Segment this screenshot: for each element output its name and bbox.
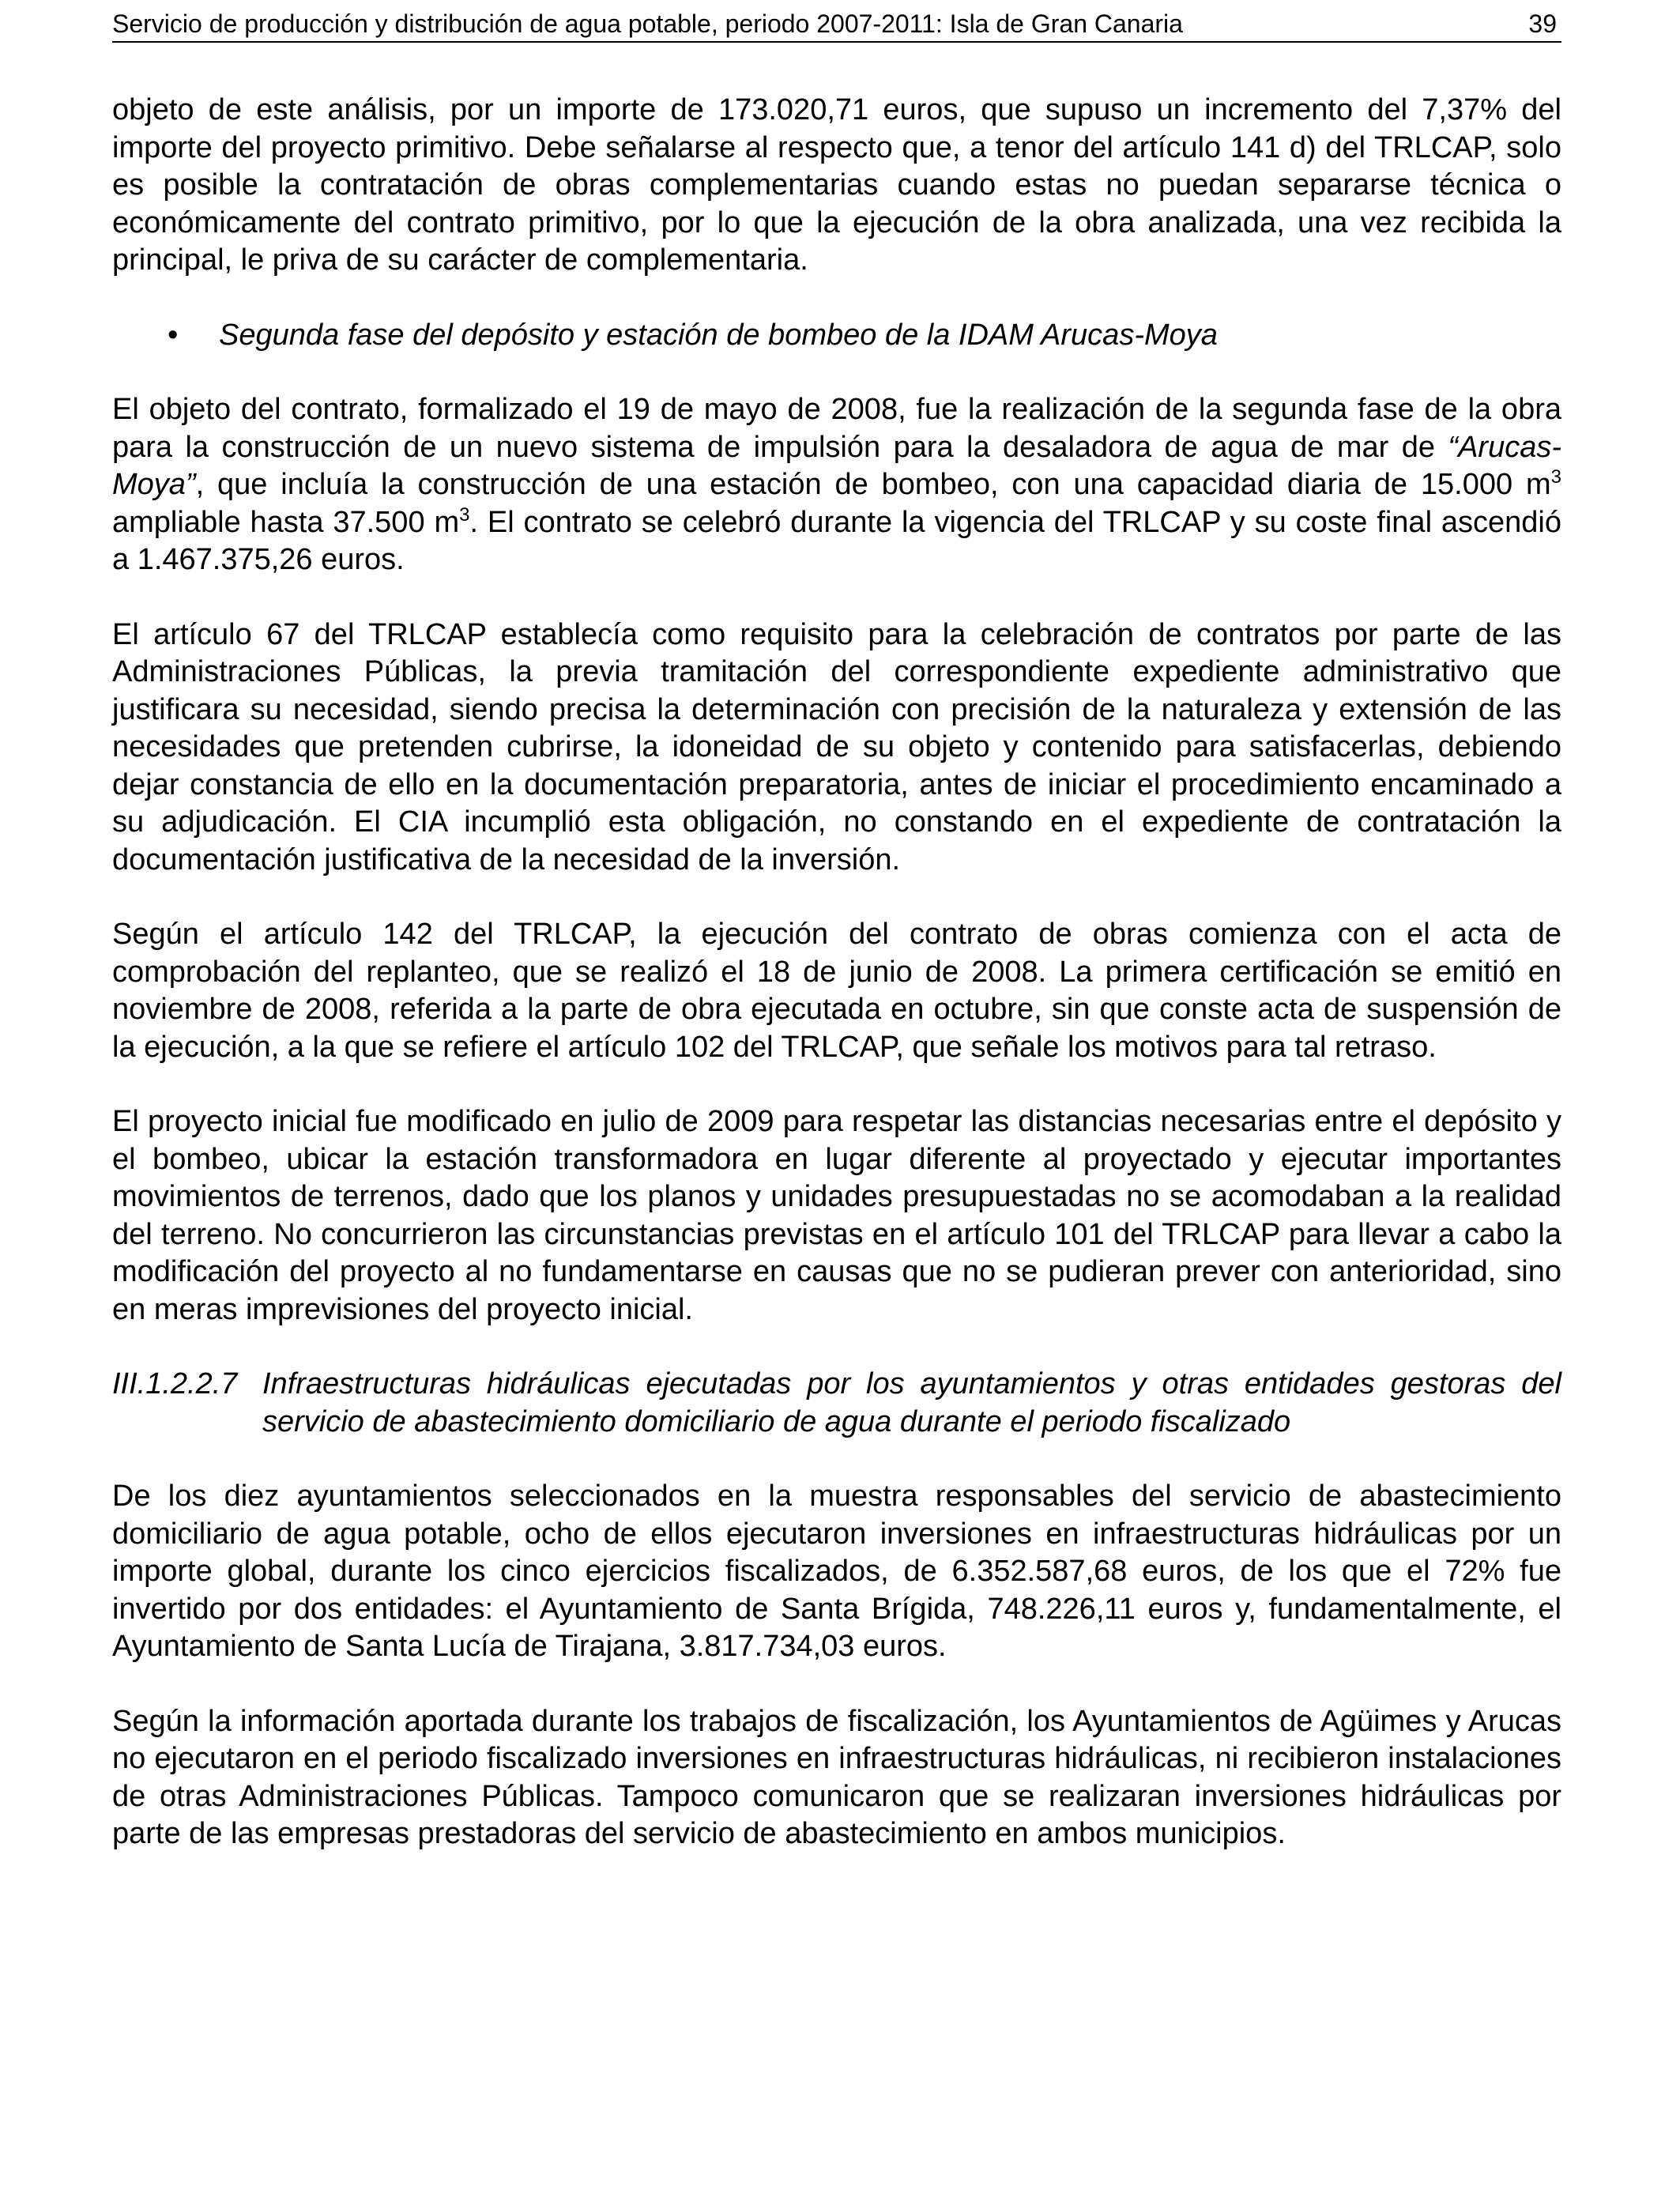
bullet-item — [112, 317, 1561, 355]
paragraph-2-text-d: ampliable hasta 37.500 m — [112, 505, 460, 539]
section-title: Infraestructuras hidráulicas ejecutadas por los ayuntamientos y otras entidades gestoras del servicio de abastecimiento domiciliario de agua durante el periodo fiscalizado — [262, 1367, 1561, 1438]
paragraph-2 — [112, 391, 1561, 579]
page-number: 39 — [1528, 9, 1557, 38]
paragraph-4: Según el artículo 142 del TRLCAP, la ejecución del contrato de obras comienza con el acta de comprobación del replanteo, que se realizó el 18 de junio de 2008. La primera certificación se emitió en noviembre de 2008, referida a la parte de obra ejecutada en octubre, sin que conste acta de suspensión de la ejecución, a la que se refiere el artículo 102 del TRLCAP, que señale los motivos para tal retraso. — [112, 918, 1561, 1064]
header-title: Servicio de producción y distribución de agua potable, periodo 2007-2011: Isla de Gran Canaria — [112, 9, 1183, 38]
superscript-cubic: 3 — [1550, 466, 1561, 488]
paragraph-2-project-name: “Arucas-Moya” — [112, 430, 1561, 501]
paragraph-2-text-a: El objeto del contrato, formalizado el 19 de mayo de 2008, fue la realización de la segunda fase de la obra para la construcción de un nuevo sistema de impulsión para la desaladora de agua de mar de — [112, 393, 1561, 464]
paragraph-7: Según la información aportada durante los trabajos de fiscalización, los Ayuntamientos de Agüimes y Arucas no ejecutaron en el periodo fiscalizado inversiones en infraestructuras hidráulicas, ni recibieron instalaciones de otras Administraciones Públicas. Tampoco comunicaron que se realizaran inversiones hidráulicas por parte de las empresas prestadoras del servicio de abastecimiento en ambos municipios. — [112, 1704, 1561, 1850]
section-number: III.1.2.2.7 — [112, 1367, 238, 1400]
document-body — [112, 92, 1561, 1891]
paragraph-2-text-e: . El contrato se celebró durante la vigencia del TRLCAP y su coste final ascendió a 1.467.375,26 euros. — [112, 505, 1561, 576]
section-heading — [112, 1366, 1561, 1441]
paragraph-1: objeto de este análisis, por un importe de 173.020,71 euros, que supuso un incremento del 7,37% del importe del proyecto primitivo. Debe señalarse al respecto que, a tenor del artículo 141 d) del TRLCAP, solo es posible la contratación de obras complementarias cuando estas no puedan separarse técnica o económicamente del contrato primitivo, por lo que la ejecución de la obra analizada, una vez recibida la principal, le priva de su carácter de complementaria. — [112, 93, 1561, 277]
paragraph-2-text-c: , que incluía la construcción de una estación de bombeo, con una capacidad diaria de 15.000 m — [195, 468, 1551, 501]
superscript-cubic: 3 — [459, 503, 470, 526]
page-header — [112, 6, 1561, 43]
bullet-icon: • — [168, 318, 179, 352]
paragraph-5: El proyecto inicial fue modificado en julio de 2009 para respetar las distancias necesarias entre el depósito y el bombeo, ubicar la estación transformadora en lugar diferente al proyectado y ejecutar importantes movimientos de terrenos, dado que los planos y unidades presupuestadas no se acomodaban a la realidad del terreno. No concurrieron las circunstancias previstas en el artículo 101 del TRLCAP para llevar a cabo la modificación del proyecto al no fundamentarse en causas que no se pudieran prever con anterioridad, sino en meras imprevisiones del proyecto inicial. — [112, 1105, 1561, 1326]
bullet-title: Segunda fase del depósito y estación de bombeo de la IDAM Arucas-Moya — [219, 318, 1218, 352]
paragraph-3: El artículo 67 del TRLCAP establecía como requisito para la celebración de contratos por parte de las Administraciones Públicas, la previa tramitación del correspondiente expediente administrativo que justificara su necesidad, siendo precisa la determinación con precisión de la naturaleza y extensión de las necesidades que pretenden cubrirse, la idoneidad de su objeto y contenido para satisfacerlas, debiendo dejar constancia de ello en la documentación preparatoria, antes de iniciar el procedimiento encaminado a su adjudicación. El CIA incumplió esta obligación, no constando en el expediente de contratación la documentación justificativa de la necesidad de la inversión. — [112, 617, 1561, 876]
paragraph-6: De los diez ayuntamientos seleccionados en la muestra responsables del servicio de abastecimiento domiciliario de agua potable, ocho de ellos ejecutaron inversiones en infraestructuras hidráulicas por un importe global, durante los cinco ejercicios fiscalizados, de 6.352.587,68 euros, de los que el 72% fue invertido por dos entidades: el Ayuntamiento de Santa Brígida, 748.226,11 euros y, fundamentalmente, el Ayuntamiento de Santa Lucía de Tirajana, 3.817.734,03 euros. — [112, 1480, 1561, 1663]
